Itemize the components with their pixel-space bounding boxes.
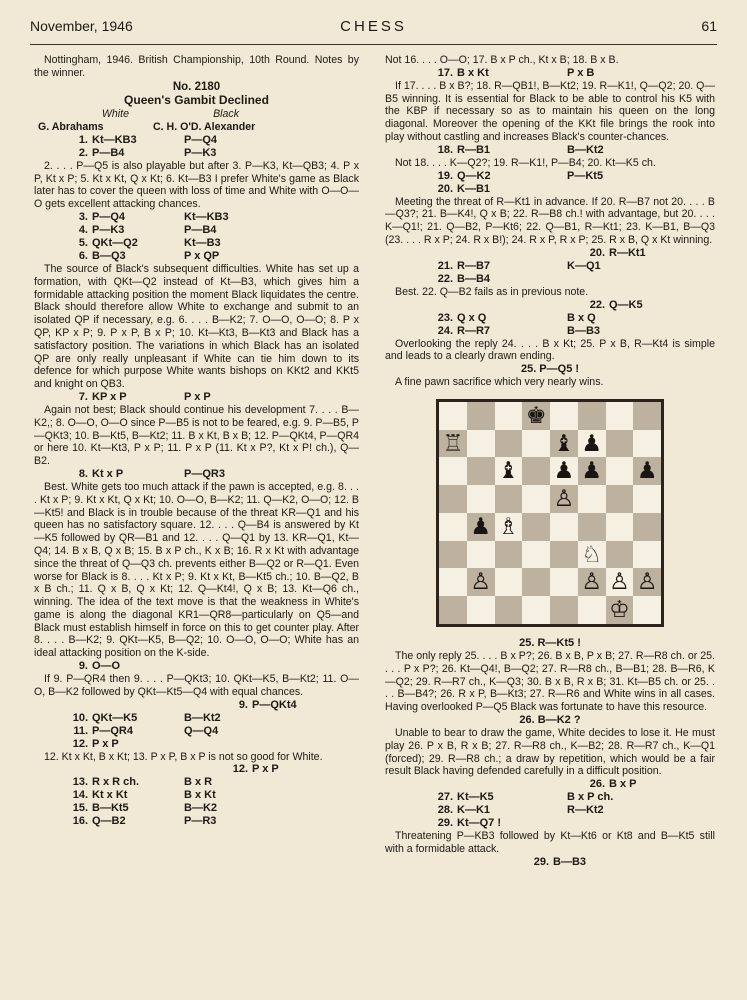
board-square — [578, 596, 606, 624]
move-line: 26. B—K2 ? — [519, 713, 581, 726]
board-square — [633, 485, 661, 513]
move-row — [34, 802, 359, 815]
board-square — [522, 541, 550, 569]
board-square — [550, 402, 578, 430]
board-square — [550, 568, 578, 596]
white-move: R—B7 — [457, 259, 491, 272]
white-move: K—B1 — [457, 182, 491, 195]
move-row — [385, 183, 715, 196]
black-move: Kt—B3 — [184, 236, 221, 249]
white-move: B x Kt — [457, 66, 489, 79]
move-row — [34, 224, 359, 237]
move-number: 21. — [437, 259, 453, 272]
board-square — [633, 513, 661, 541]
black-move: Q—K5 — [609, 298, 643, 311]
board-square — [633, 430, 661, 458]
board-square — [439, 513, 467, 541]
header-rule — [30, 44, 717, 45]
color-labels — [34, 108, 359, 121]
white-knight-icon: ♘ — [581, 541, 602, 568]
black-move: B x Kt — [184, 789, 216, 802]
black-king-icon: ♚ — [525, 402, 547, 429]
black-move: B x P — [609, 778, 637, 791]
white-move: R x R ch. — [92, 776, 140, 789]
move-number: 13. — [72, 776, 88, 789]
black-move — [184, 660, 359, 673]
move-row — [34, 147, 359, 160]
white-move: P—B4 — [92, 146, 125, 159]
white-bishop-icon: ♗ — [498, 513, 519, 540]
board-square — [467, 402, 495, 430]
board-square — [550, 513, 578, 541]
white-player: G. Abrahams — [38, 120, 104, 133]
move-number: 29. — [533, 855, 549, 868]
black-label: Black — [213, 108, 239, 121]
white-move: Kt x P — [92, 467, 124, 480]
white-move: Q—K2 — [457, 169, 491, 182]
black-move: B—K2 — [184, 802, 218, 815]
move-row — [385, 273, 715, 286]
move-number: 14. — [72, 789, 88, 802]
move-number: 3. — [78, 210, 88, 223]
move-number: 12. — [232, 763, 248, 776]
move-number: 4. — [78, 223, 88, 236]
move-row — [34, 211, 359, 224]
move-row — [385, 299, 715, 312]
black-move: R—Kt1 — [609, 246, 646, 259]
left-column — [34, 54, 359, 828]
white-move: QKt—K5 — [92, 711, 138, 724]
board-square — [522, 430, 550, 458]
board-square — [633, 596, 661, 624]
board-square — [439, 485, 467, 513]
move-number: 8. — [78, 467, 88, 480]
annotation: 2. . . . P—Q5 is also playable but after 3. P—K3, Kt—QB3; 4. P x P, Kt x P; 5. Kt x Kt, Q x Kt; 6. Kt—B3 I prefer White's game as Black later has to cover the queen with loss of time and White with O—O—O gets excellent attacking chances. — [34, 159, 359, 211]
move-line: 25. R—Kt5 ! — [519, 636, 581, 649]
black-move: Q—Q4 — [184, 724, 219, 737]
game-number: No. 2180 — [172, 80, 221, 93]
move-number: 27. — [437, 791, 453, 804]
board-square — [633, 541, 661, 569]
move-row — [385, 247, 715, 260]
black-move: P x P — [184, 390, 211, 403]
white-move: Q x Q — [457, 311, 487, 324]
black-move: K—Q1 — [567, 259, 601, 272]
annotation: Overlooking the reply 24. . . . B x Kt; 25. P x B, R—Kt4 is simple and leads to a clearly drawn ending. — [385, 337, 715, 363]
black-move: B—Kt2 — [567, 143, 604, 156]
annotation: Not 16. . . . O—O; 17. B x P ch., Kt x B; 18. B x B. — [385, 54, 619, 66]
game-intro: Nottingham, 1946. British Championship, 10th Round. Notes by the winner. — [34, 54, 359, 79]
black-move: P—K3 — [184, 146, 217, 159]
move-row — [34, 468, 359, 481]
board-square — [522, 513, 550, 541]
board-square — [606, 541, 634, 569]
black-move: Kt—KB3 — [184, 210, 229, 223]
chess-diagram — [436, 399, 664, 627]
board-square — [550, 541, 578, 569]
board-square — [495, 402, 523, 430]
annotation: The source of Black's subsequent difficulties. White has set up a formation, with QKt—Q2 instead of Kt—B3, which gives him a formidable attacking position the moment Black liquidates the centre. Black should therefore allow White to exchange and submit to an isolated QP if necessary, e.g. 6. . . . B—K2; 7. O—O, O—O; 8. P x QP, KP x P; 9. P x P, B x P; 10. Kt—Kt3, B—Kt3 and Black has a satisfactory position. The variations in which Black has an isolated QP are only really unpleasant if White can tie him down to its defence for which purpose White wants bishops on KKt2 and KKt5 and knight on QB3. — [34, 262, 359, 391]
magazine-title: CHESS — [340, 18, 407, 35]
black-move: P—QKt4 — [252, 698, 297, 711]
annotation: Best. White gets too much attack if the pawn is accepted, e.g. 8. . . . Kt x P; 9. Kt x Kt, Q x Kt; 10. O—O, B—K2; 11. Q—K2, O—O; 12. B—Kt5! and Black is in trouble because of the threat KR—Q1 and his queen has no satisfactory square. 12. . . . Q—B4 is answered by Kt—K5 followed by QR—B1 and 12. . . . Q—Q1 by 13. KR—Q1, Kt—Q4; 14. B x B, Q x B; 15. B x P ch., K x B; 16. R x Kt with advantage since the threat of Q—Q3 ch. prevents either B—Q2 or R—Q1. Even worse for Black is 8. . . . Kt x P; 9. Kt x Kt, B—Kt5 ch.; 10. B—Q2, B x B ch.; 11. Q x B, Q x Kt; 12. Q—Kt4!, Q x B; 13. Kt—Q6 ch., winning. The idea of the text move is that the weakness in White's game is along the diagonal KR1—QR8—particularly on Q5—and Black must establish himself in force on this to get counter play. After 8. . . . B—K2; 9. QKt—K5, B—Q2; 10. O—O, O—O; White has an ideal attacking position on the K-side. — [34, 480, 359, 660]
move-number: 17. — [437, 66, 453, 79]
board-square — [606, 485, 634, 513]
board-square — [467, 485, 495, 513]
annotation: 12. Kt x Kt, B x Kt; 13. P x P, B x P is not so good for White. — [44, 750, 323, 763]
page-header — [30, 18, 717, 42]
move-row — [385, 144, 715, 157]
black-move — [567, 183, 715, 196]
move-number: 2. — [78, 146, 88, 159]
move-line: 25. P—Q5 ! — [520, 363, 580, 376]
white-move: Kt x Kt — [92, 789, 128, 802]
black-move: P x P — [252, 763, 279, 776]
move-row — [34, 776, 359, 789]
annotation: Unable to bear to draw the game, White decides to lose it. He must play 26. P x B, R x B; 27. R—R8 ch., K—B2; 28. R—R7 ch., K—Q1 (forced); 29. R—R8 ch.; a draw by repetition, which would be a fair result Black having defended carefully in a difficult position. — [385, 726, 715, 778]
move-number: 22. — [437, 272, 453, 285]
move-row — [34, 237, 359, 250]
move-row — [385, 312, 715, 325]
move-number: 6. — [78, 249, 88, 262]
board-square — [606, 513, 634, 541]
white-rook-icon: ♖ — [442, 430, 464, 457]
move-number: 15. — [72, 802, 88, 815]
white-move: QKt—Q2 — [92, 236, 138, 249]
move-number: 23. — [437, 311, 453, 324]
annotation: The only reply 25. . . . B x P?; 26. B x B, P x B; 27. R—R8 ch. or 25. . . . P x P?; 26. Kt—Q4!, B—Q2; 27. R—R8 ch., B—B1; 28. B—R6, K—Q2; 29. R—R7 ch., K—Q3; 30. B x B, R x B; 31. Kt—B5 ch. or 25. . . . B—B4?; 26. R x P, B—Kt3; 27. R—R6 and White wins in all cases. Having overlooked P—Q5 Black was fortunate to have this resource. — [385, 649, 715, 714]
move-row — [385, 325, 715, 338]
move-number: 20. — [589, 246, 605, 259]
board-square — [495, 485, 523, 513]
board-square — [578, 513, 606, 541]
board-square — [467, 457, 495, 485]
white-pawn-icon: ♙ — [581, 569, 602, 596]
board-square — [606, 402, 634, 430]
annotation: Threatening P—KB3 followed by Kt—Kt6 or Kt8 and B—Kt5 still with a formidable attack. — [385, 830, 715, 855]
white-move: O—O — [92, 660, 121, 673]
black-move — [663, 856, 715, 869]
black-move — [567, 817, 715, 830]
move-row — [34, 725, 359, 738]
white-move: Kt—Q7 ! — [457, 817, 501, 830]
move-number: 16. — [72, 815, 88, 828]
move-row — [34, 815, 359, 828]
move-row — [385, 817, 715, 830]
opening-title: Queen's Gambit Declined — [124, 93, 269, 108]
player-names — [34, 121, 359, 134]
board-square — [522, 568, 550, 596]
black-move: R—Kt2 — [567, 804, 604, 817]
move-number: 9. — [78, 660, 88, 673]
black-move: P—B4 — [184, 223, 217, 236]
white-move: P—K3 — [92, 223, 125, 236]
board-square — [439, 402, 467, 430]
move-number: 19. — [437, 169, 453, 182]
annotation: Again not best; Black should continue his development 7. . . . B—K2,; 8. O—O, O—O since P—B5 is not to be feared, e.g. 9. P—B5, P—QKt3; 10. B—Kt5, B—Kt2; 11. B x Kt, B x B; 12. P—QKt4, P—QR4 or here 10. Kt—Kt3, P x P; 11. P x P (11. Kt x P?, Kt x P! ch.), Q—B2. — [34, 403, 359, 468]
annotation: Meeting the threat of R—Kt1 in advance. If 20. R—B7 not 20. . . . B—Q3?; 21. B—K4!, Q x B; 22. R—B8 ch.! with advantage, but 20. . . . K—Q1!; 21. Q—B2, P—Kt6; 22. Q—B1, R—Kt1; 23. K—B1, B—Q3 (23. . . . R x P; 24. R x B!); 24. R x P, R x P; 25. R x B, Q x Kt winning. — [385, 195, 715, 246]
move-number: 5. — [78, 236, 88, 249]
move-row — [34, 789, 359, 802]
white-pawn-icon: ♙ — [636, 569, 658, 596]
move-number: 18. — [437, 143, 453, 156]
board-square — [606, 457, 634, 485]
move-number: 12. — [72, 737, 88, 750]
move-row — [34, 738, 359, 751]
move-row — [385, 260, 715, 273]
white-king-icon: ♔ — [609, 597, 630, 624]
move-row — [385, 170, 715, 183]
black-move: P—Kt5 — [567, 169, 604, 182]
move-number: 22. — [589, 298, 605, 311]
move-number: 10. — [72, 711, 88, 724]
black-move: B—Kt2 — [184, 711, 221, 724]
move-number: 24. — [437, 324, 453, 337]
annotation: A fine pawn sacrifice which very nearly wins. — [395, 376, 604, 389]
black-move: B x R — [184, 776, 213, 789]
white-move: Kt—K5 — [457, 791, 494, 804]
move-row — [525, 856, 715, 869]
white-move: Q—B2 — [92, 815, 126, 828]
board-square — [578, 402, 606, 430]
white-move: Kt—KB3 — [92, 133, 137, 146]
move-number: 9. — [238, 698, 248, 711]
white-move: P—Q4 — [92, 210, 126, 223]
black-bishop-icon: ♝ — [498, 458, 519, 485]
white-move: B—Kt5 — [92, 802, 129, 815]
diagram-wrapper — [385, 399, 715, 627]
board-square — [439, 596, 467, 624]
move-row — [34, 250, 359, 263]
board-square — [495, 430, 523, 458]
white-pawn-icon: ♙ — [470, 569, 491, 596]
board-square — [550, 596, 578, 624]
board-square — [606, 430, 634, 458]
move-number: 11. — [73, 724, 88, 737]
board-square — [633, 402, 661, 430]
board-square — [467, 430, 495, 458]
move-row — [385, 778, 715, 791]
move-row — [34, 134, 359, 147]
black-pawn-icon: ♟ — [581, 430, 602, 457]
board-square — [495, 596, 523, 624]
white-move: K—K1 — [457, 804, 491, 817]
move-row — [144, 763, 359, 776]
move-number: 20. — [437, 182, 453, 195]
move-row — [144, 699, 359, 712]
black-move: B x P ch. — [567, 791, 614, 804]
board-square — [439, 568, 467, 596]
board-square — [522, 596, 550, 624]
black-move: P—R3 — [184, 815, 217, 828]
move-row — [34, 712, 359, 725]
black-move — [567, 273, 715, 286]
board-square — [522, 457, 550, 485]
black-move: B—B3 — [567, 324, 601, 337]
move-number: 28. — [437, 804, 453, 817]
board-square — [467, 596, 495, 624]
white-move: P x P — [92, 737, 119, 750]
move-number: 29. — [437, 817, 453, 830]
white-pawn-icon: ♙ — [609, 569, 630, 596]
annotation: Best. 22. Q—B2 fails as in previous note. — [395, 285, 589, 298]
black-move: P x B — [567, 66, 595, 79]
white-pawn-icon: ♙ — [553, 486, 575, 513]
move-number: 1. — [78, 133, 88, 146]
black-pawn-icon: ♟ — [636, 458, 658, 485]
black-move — [184, 738, 359, 751]
move-number: 26. — [589, 778, 605, 791]
black-player: C. H. O'D. Alexander — [153, 120, 256, 133]
black-pawn-icon: ♟ — [581, 458, 602, 485]
board-square — [467, 541, 495, 569]
board-square — [439, 541, 467, 569]
right-column — [385, 54, 715, 869]
white-move: B—B3 — [553, 855, 587, 868]
black-move: B x Q — [567, 311, 596, 324]
board-square — [522, 485, 550, 513]
move-row — [385, 804, 715, 817]
white-label: White — [101, 108, 129, 121]
white-move: R—R7 — [457, 324, 491, 337]
annotation: If 17. . . . B x B?; 18. R—QB1!, B—Kt2; 19. R—K1!, Q—Q2; 20. Q—B5 winning. It is essential for Black to be able to control his K5 with the KBP if necessary so as to maintain his queen on the long diagonal. Moreover the opening of the KKt file brings the rook into play without castling and increases Black's counter-chances. — [385, 79, 715, 143]
board-square — [439, 457, 467, 485]
board-square — [495, 541, 523, 569]
white-move: R—B1 — [457, 143, 491, 156]
move-row — [385, 67, 715, 80]
black-pawn-icon: ♟ — [553, 458, 575, 485]
white-move: B—Q3 — [92, 249, 126, 262]
move-number: 7. — [78, 390, 88, 403]
white-move: KP x P — [92, 390, 127, 403]
move-row — [34, 660, 359, 673]
board-square — [495, 568, 523, 596]
move-row — [34, 391, 359, 404]
annotation: Not 18. . . . K—Q2?; 19. R—K1!, P—B4; 20. Kt—K5 ch. — [395, 156, 656, 169]
annotation: If 9. P—QR4 then 9. . . . P—QKt3; 10. QKt—K5, B—Kt2; 11. O—O, B—K2 followed by QKt—Kt5—Q4 with equal chances. — [34, 673, 359, 698]
black-move: P x QP — [184, 249, 220, 262]
move-row — [385, 791, 715, 804]
black-bishop-icon: ♝ — [553, 430, 575, 457]
black-move: P—Q4 — [184, 133, 218, 146]
white-move: B—B4 — [457, 272, 491, 285]
black-pawn-icon: ♟ — [470, 513, 491, 540]
issue-date: November, 1946 — [30, 18, 133, 34]
page-number: 61 — [701, 18, 717, 34]
white-move: P—QR4 — [92, 724, 133, 737]
black-move: P—QR3 — [184, 467, 225, 480]
board-square — [578, 485, 606, 513]
